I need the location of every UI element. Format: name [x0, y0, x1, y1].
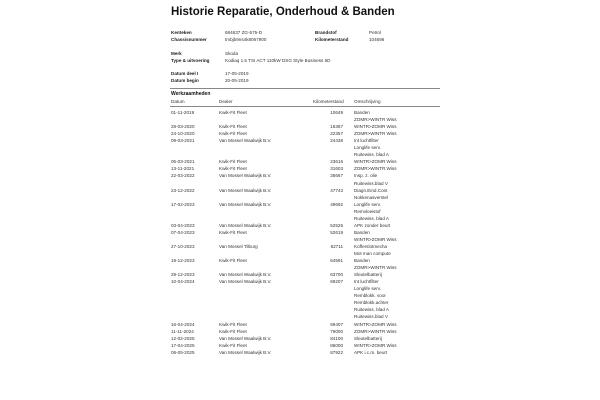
row-omschrijving: Banden [354, 110, 370, 115]
row-dealer: Van Mossel Tilburg [219, 243, 258, 249]
row-kilometerstand: 62711 [330, 243, 343, 249]
row-datum: 24-10-2020 [171, 131, 195, 137]
row-datum: 01-11-2019 [171, 110, 195, 115]
row-kilometerstand: 22357 [330, 131, 343, 137]
row-datum: 11-11-2024 [171, 328, 194, 334]
werkzaamheden-heading: Werkzaamheden [171, 91, 211, 97]
row-omschrijving: Diagn.Eind.Cont [354, 187, 388, 193]
row-datum: 12-02-2025 [171, 335, 195, 341]
row-kilometerstand: 23616 [330, 159, 343, 165]
page-title: Historie Reparatie, Onderhoud & Banden [171, 6, 395, 18]
row-datum: 05-03-2021 [171, 159, 195, 165]
row-kilometerstand: 79000 [330, 328, 343, 334]
row-kilometerstand: 52525 [330, 222, 343, 228]
row-datum: 09-03-2021 [171, 138, 195, 144]
row-datum: 16-04-2024 [171, 321, 195, 327]
row-omschrijving: ZOMR>WINTR Wiss [354, 131, 397, 137]
row-datum: 17-04-2025 [171, 342, 195, 348]
row-kilometerstand: 31603 [330, 166, 343, 172]
row-omschrijving: Banden [354, 229, 370, 235]
row-dealer: Kwik-Fit Fleet [219, 328, 247, 334]
row-kilometerstand: 64591 [330, 258, 343, 264]
row-dealer: Kwik-Fit Fleet [219, 321, 247, 327]
row-kilometerstand: 24438 [330, 138, 343, 144]
row-omschrijving: WINTR>ZOMR Wiss [354, 159, 397, 165]
row-datum: 07-04-2023 [171, 229, 195, 235]
kilometerstand-value: 104696 [369, 37, 385, 42]
row-omschrijving: Ruitewiss.blad V [354, 180, 388, 186]
document-page [162, 0, 444, 400]
divider [170, 88, 440, 89]
row-omschrijving: Ruitewiss. blad A [354, 215, 389, 221]
row-omschrijving: Ruitewiss.blad V [354, 314, 388, 320]
row-dealer: Kwik-Fit Fleet [219, 258, 247, 264]
column-header-datum: Datum [171, 99, 185, 104]
table-header-divider [170, 106, 440, 107]
row-omschrijving: Sleutelbatterij [354, 272, 382, 278]
kilometerstand-label: Kilometerstand [315, 37, 349, 42]
row-omschrijving: ZOMR>WINTR Wiss [354, 265, 397, 271]
row-omschrijving: Kofferslotmecha [354, 243, 388, 249]
row-dealer: Kwik-Fit Fleet [219, 229, 247, 235]
row-dealer: Van Mossel Waalwijk B.V. [219, 138, 272, 144]
row-omschrijving: Sleutelbatterij [354, 335, 382, 341]
row-dealer: Van Mossel Waalwijk B.V. [219, 173, 272, 179]
row-dealer: Van Mossel Waalwijk B.V. [219, 187, 272, 193]
row-datum: 27-10-2023 [171, 243, 195, 249]
row-omschrijving: WINTR>ZOMR Wiss [354, 236, 397, 242]
row-omschrijving: Longlife serv. [354, 145, 381, 151]
chassis-value: tmbjb9ns4k8067900 [225, 37, 267, 42]
row-omschrijving: Remblokk.achter [354, 300, 389, 306]
row-dealer: Van Mossel Waalwijk B.V. [219, 279, 272, 285]
row-omschrijving: WINTR>ZOMR Wiss [354, 342, 397, 348]
row-omschrijving: WINTR>ZOMR Wiss [354, 321, 397, 327]
row-datum: 28-03-2020 [171, 124, 195, 130]
row-kilometerstand: 69407 [330, 321, 343, 327]
row-omschrijving: Longlife serv. [354, 201, 381, 207]
row-omschrijving: Ruitewiss. blad A [354, 152, 389, 158]
brandstof-value: Petrol [369, 30, 382, 35]
row-kilometerstand: 87922 [330, 349, 343, 355]
datum-deel1-label: Datum deel I [171, 71, 199, 76]
row-dealer: Kwik-Fit Fleet [219, 342, 247, 348]
row-omschrijving: Longlife serv. [354, 286, 381, 292]
row-kilometerstand: 63700 [330, 272, 343, 278]
row-dealer: Kwik-Fit Fleet [219, 166, 247, 172]
row-dealer: Van Mossel Waalwijk B.V. [219, 222, 272, 228]
row-omschrijving: Int luchtfilter [354, 138, 379, 144]
row-datum: 22-03-2022 [171, 173, 195, 179]
row-omschrijving: Ruitewiss. blad A [354, 307, 389, 313]
merk-value: Skoda [225, 51, 239, 56]
row-omschrijving: APK i.c.m. beurt [354, 349, 388, 355]
row-dealer: Van Mossel Waalwijk B.V. [219, 272, 272, 278]
row-omschrijving: Remvloeistof [354, 208, 381, 214]
row-kilometerstand: 47743 [330, 187, 343, 193]
row-datum: 10-04-2024 [171, 279, 195, 285]
datum-deel1-value: 17-05-2019 [225, 71, 249, 76]
row-kilometerstand: 52619 [330, 229, 343, 235]
row-omschrijving: WINTR>ZOMR Wiss [354, 124, 397, 130]
row-omschrijving: Int luchtfilter [354, 279, 379, 285]
row-datum: 17-02-2023 [171, 201, 195, 207]
row-kilometerstand: 10649 [330, 110, 343, 115]
row-dealer: Kwik-Fit Fleet [219, 159, 247, 165]
merk-label: Merk [171, 51, 182, 56]
row-kilometerstand: 69207 [330, 279, 343, 285]
row-dealer: Van Mossel Waalwijk B.V. [219, 349, 272, 355]
row-omschrijving: Mot man compute [354, 251, 391, 256]
type-value: Kodiaq 1.5 TSI ACT 110kW DSG Style Business 5D [225, 58, 331, 63]
row-dealer: Kwik-Fit Fleet [219, 131, 247, 137]
datum-begin-label: Datum begin [171, 78, 199, 83]
row-omschrijving: ZOMR>WINTR Wiss [354, 166, 397, 172]
column-header-dealer: Dealer [219, 99, 233, 104]
row-datum: 23-12-2022 [171, 187, 195, 193]
row-omschrijving: Insp. z. olie [354, 173, 378, 179]
row-dealer: Van Mossel Waalwijk B.V. [219, 335, 272, 341]
row-dealer: Kwik-Fit Fleet [219, 124, 247, 130]
row-dealer: Van Mossel Waalwijk B.V. [219, 201, 272, 207]
row-kilometerstand: 86000 [330, 342, 343, 348]
row-dealer: Kwik-Fit Fleet [219, 110, 247, 115]
column-header-kilometerstand: Kilometerstand [313, 99, 344, 104]
row-kilometerstand: 84100 [330, 335, 343, 341]
row-kilometerstand: 49692 [330, 201, 343, 207]
row-omschrijving: Nokkenasverstel [354, 194, 388, 200]
row-datum: 06-05-2025 [171, 349, 195, 355]
kenteken-label: Kenteken [171, 30, 192, 35]
row-omschrijving: APK zonder beurt [354, 222, 391, 228]
row-omschrijving: ZOMR>WINTR Wiss [354, 117, 397, 123]
row-datum: 03-04-2023 [171, 222, 195, 228]
row-datum: 13-11-2021 [171, 166, 195, 172]
row-kilometerstand: 35667 [330, 173, 343, 179]
column-header-omschrijving: Omschrijving [354, 99, 381, 104]
row-kilometerstand: 16367 [330, 124, 343, 130]
datum-begin-value: 20-05-2019 [225, 78, 249, 83]
kenteken-value: 684637 ZG-575-D [225, 30, 263, 35]
row-omschrijving: Remblokk. voor [354, 293, 386, 299]
row-datum: 19-12-2023 [171, 258, 195, 264]
brandstof-label: Brandstof [315, 30, 337, 35]
chassis-label: Chassisnummer [171, 37, 207, 42]
type-label: Type & uitvoering [171, 58, 210, 63]
row-omschrijving: Banden [354, 258, 370, 264]
row-omschrijving: ZOMR>WINTR Wiss [354, 328, 397, 334]
row-datum: 29-12-2023 [171, 272, 195, 278]
